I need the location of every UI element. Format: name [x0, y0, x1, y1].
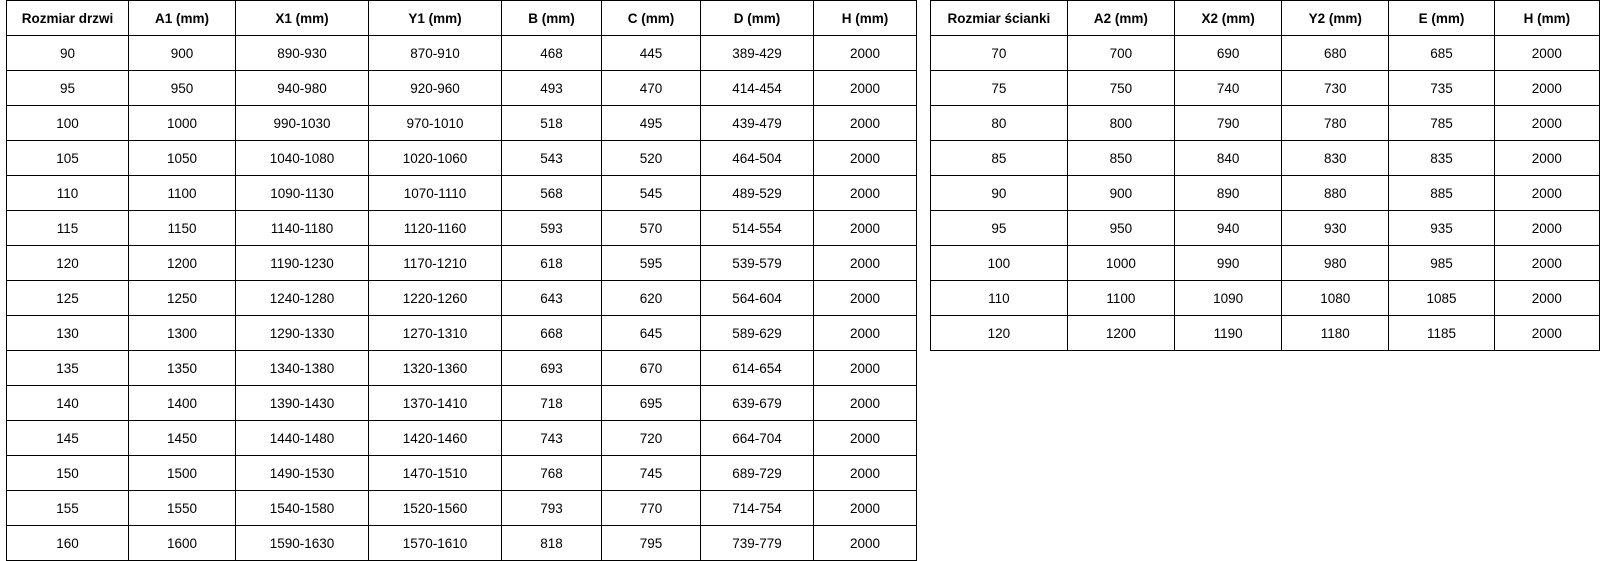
- table-row: [7, 456, 917, 491]
- cell: 2000: [1494, 211, 1599, 246]
- cell: 1420-1460: [369, 421, 502, 456]
- cell: 115: [7, 211, 129, 246]
- cell: 120: [931, 316, 1068, 351]
- cell: 693: [502, 351, 602, 386]
- cell: 970-1010: [369, 106, 502, 141]
- cell: 468: [502, 36, 602, 71]
- cell: 720: [602, 421, 701, 456]
- cell: 745: [602, 456, 701, 491]
- cell: 900: [1067, 176, 1174, 211]
- cell: 389-429: [701, 36, 814, 71]
- doors-table-header: [7, 1, 917, 36]
- cell: 2000: [814, 316, 917, 351]
- cell: 470: [602, 71, 701, 106]
- table-row: [931, 71, 1600, 106]
- cell: 793: [502, 491, 602, 526]
- column-header-rozmiar-scianki: Rozmiar ścianki: [931, 1, 1068, 36]
- table-header-row: [931, 1, 1600, 36]
- cell: 2000: [814, 526, 917, 561]
- cell: 570: [602, 211, 701, 246]
- cell: 539-579: [701, 246, 814, 281]
- walls-dimensions-table-container: [930, 0, 1600, 351]
- cell: 1550: [129, 491, 236, 526]
- cell: 770: [602, 491, 701, 526]
- table-row: [7, 316, 917, 351]
- cell: 520: [602, 141, 701, 176]
- cell: 135: [7, 351, 129, 386]
- table-row: [7, 106, 917, 141]
- cell: 150: [7, 456, 129, 491]
- cell: 489-529: [701, 176, 814, 211]
- column-header-a1: A1 (mm): [129, 1, 236, 36]
- column-header-y2: Y2 (mm): [1282, 1, 1389, 36]
- column-header-h: H (mm): [1494, 1, 1599, 36]
- cell: 2000: [1494, 176, 1599, 211]
- cell: 668: [502, 316, 602, 351]
- cell: 1090: [1175, 281, 1282, 316]
- cell: 900: [129, 36, 236, 71]
- cell: 1200: [129, 246, 236, 281]
- cell: 2000: [814, 246, 917, 281]
- cell: 1220-1260: [369, 281, 502, 316]
- cell: 518: [502, 106, 602, 141]
- table-row: [7, 386, 917, 421]
- cell: 1040-1080: [236, 141, 369, 176]
- cell: 614-654: [701, 351, 814, 386]
- cell: 670: [602, 351, 701, 386]
- table-row: [931, 141, 1600, 176]
- cell: 639-679: [701, 386, 814, 421]
- cell: 930: [1282, 211, 1389, 246]
- table-row: [7, 246, 917, 281]
- table-row: [7, 526, 917, 561]
- cell: 80: [931, 106, 1068, 141]
- cell: 1000: [1067, 246, 1174, 281]
- cell: 110: [931, 281, 1068, 316]
- cell: 130: [7, 316, 129, 351]
- cell: 1185: [1389, 316, 1494, 351]
- cell: 750: [1067, 71, 1174, 106]
- cell: 595: [602, 246, 701, 281]
- cell: 618: [502, 246, 602, 281]
- cell: 1190: [1175, 316, 1282, 351]
- cell: 1085: [1389, 281, 1494, 316]
- cell: 739-779: [701, 526, 814, 561]
- cell: 1050: [129, 141, 236, 176]
- cell: 990: [1175, 246, 1282, 281]
- cell: 800: [1067, 106, 1174, 141]
- cell: 2000: [1494, 71, 1599, 106]
- cell: 743: [502, 421, 602, 456]
- cell: 690: [1175, 36, 1282, 71]
- table-row: [931, 106, 1600, 141]
- cell: 1320-1360: [369, 351, 502, 386]
- cell: 90: [931, 176, 1068, 211]
- column-header-x1: X1 (mm): [236, 1, 369, 36]
- cell: 2000: [814, 211, 917, 246]
- cell: 2000: [814, 141, 917, 176]
- cell: 735: [1389, 71, 1494, 106]
- cell: 950: [129, 71, 236, 106]
- cell: 1020-1060: [369, 141, 502, 176]
- cell: 1250: [129, 281, 236, 316]
- cell: 818: [502, 526, 602, 561]
- table-row: [7, 491, 917, 526]
- table-row: [931, 281, 1600, 316]
- cell: 1150: [129, 211, 236, 246]
- cell: 1520-1560: [369, 491, 502, 526]
- cell: 885: [1389, 176, 1494, 211]
- cell: 730: [1282, 71, 1389, 106]
- cell: 120: [7, 246, 129, 281]
- cell: 145: [7, 421, 129, 456]
- cell: 643: [502, 281, 602, 316]
- cell: 1140-1180: [236, 211, 369, 246]
- cell: 543: [502, 141, 602, 176]
- cell: 70: [931, 36, 1068, 71]
- cell: 100: [7, 106, 129, 141]
- cell: 1440-1480: [236, 421, 369, 456]
- cell: 545: [602, 176, 701, 211]
- cell: 495: [602, 106, 701, 141]
- cell: 95: [931, 211, 1068, 246]
- cell: 1400: [129, 386, 236, 421]
- walls-dimensions-table: [930, 0, 1600, 351]
- cell: 2000: [814, 456, 917, 491]
- cell: 840: [1175, 141, 1282, 176]
- cell: 100: [931, 246, 1068, 281]
- cell: 160: [7, 526, 129, 561]
- column-header-d: D (mm): [701, 1, 814, 36]
- cell: 2000: [1494, 141, 1599, 176]
- cell: 985: [1389, 246, 1494, 281]
- cell: 1180: [1282, 316, 1389, 351]
- cell: 1240-1280: [236, 281, 369, 316]
- cell: 695: [602, 386, 701, 421]
- cell: 950: [1067, 211, 1174, 246]
- cell: 1290-1330: [236, 316, 369, 351]
- cell: 689-729: [701, 456, 814, 491]
- column-header-b: B (mm): [502, 1, 602, 36]
- table-row: [7, 421, 917, 456]
- column-header-a2: A2 (mm): [1067, 1, 1174, 36]
- table-row: [931, 176, 1600, 211]
- cell: 75: [931, 71, 1068, 106]
- cell: 1300: [129, 316, 236, 351]
- cell: 1170-1210: [369, 246, 502, 281]
- cell: 1350: [129, 351, 236, 386]
- cell: 1570-1610: [369, 526, 502, 561]
- table-header-row: [7, 1, 917, 36]
- cell: 740: [1175, 71, 1282, 106]
- cell: 568: [502, 176, 602, 211]
- cell: 493: [502, 71, 602, 106]
- doors-dimensions-table-container: [6, 0, 917, 561]
- column-header-x2: X2 (mm): [1175, 1, 1282, 36]
- column-header-rozmiar-drzwi: Rozmiar drzwi: [7, 1, 129, 36]
- cell: 2000: [814, 491, 917, 526]
- table-row: [7, 281, 917, 316]
- cell: 514-554: [701, 211, 814, 246]
- column-header-c: C (mm): [602, 1, 701, 36]
- cell: 564-604: [701, 281, 814, 316]
- cell: 620: [602, 281, 701, 316]
- cell: 664-704: [701, 421, 814, 456]
- cell: 1390-1430: [236, 386, 369, 421]
- cell: 155: [7, 491, 129, 526]
- cell: 125: [7, 281, 129, 316]
- cell: 140: [7, 386, 129, 421]
- cell: 940-980: [236, 71, 369, 106]
- cell: 1000: [129, 106, 236, 141]
- cell: 1270-1310: [369, 316, 502, 351]
- cell: 110: [7, 176, 129, 211]
- cell: 940: [1175, 211, 1282, 246]
- cell: 593: [502, 211, 602, 246]
- table-row: [931, 246, 1600, 281]
- walls-table-body: [931, 36, 1600, 351]
- column-header-h: H (mm): [814, 1, 917, 36]
- cell: 1450: [129, 421, 236, 456]
- cell: 680: [1282, 36, 1389, 71]
- cell: 714-754: [701, 491, 814, 526]
- table-row: [7, 36, 917, 71]
- cell: 1500: [129, 456, 236, 491]
- cell: 830: [1282, 141, 1389, 176]
- cell: 790: [1175, 106, 1282, 141]
- cell: 85: [931, 141, 1068, 176]
- cell: 464-504: [701, 141, 814, 176]
- cell: 2000: [814, 71, 917, 106]
- table-row: [931, 211, 1600, 246]
- cell: 1540-1580: [236, 491, 369, 526]
- cell: 890: [1175, 176, 1282, 211]
- cell: 1100: [129, 176, 236, 211]
- cell: 880: [1282, 176, 1389, 211]
- table-row: [931, 316, 1600, 351]
- cell: 414-454: [701, 71, 814, 106]
- cell: 1080: [1282, 281, 1389, 316]
- cell: 980: [1282, 246, 1389, 281]
- cell: 935: [1389, 211, 1494, 246]
- cell: 768: [502, 456, 602, 491]
- cell: 445: [602, 36, 701, 71]
- cell: 2000: [814, 351, 917, 386]
- cell: 2000: [1494, 316, 1599, 351]
- table-row: [7, 176, 917, 211]
- cell: 439-479: [701, 106, 814, 141]
- cell: 1200: [1067, 316, 1174, 351]
- cell: 2000: [814, 386, 917, 421]
- cell: 785: [1389, 106, 1494, 141]
- cell: 1600: [129, 526, 236, 561]
- cell: 850: [1067, 141, 1174, 176]
- cell: 718: [502, 386, 602, 421]
- cell: 1120-1160: [369, 211, 502, 246]
- cell: 835: [1389, 141, 1494, 176]
- cell: 870-910: [369, 36, 502, 71]
- table-row: [931, 36, 1600, 71]
- walls-table-header: [931, 1, 1600, 36]
- cell: 1470-1510: [369, 456, 502, 491]
- table-row: [7, 351, 917, 386]
- cell: 920-960: [369, 71, 502, 106]
- cell: 2000: [814, 36, 917, 71]
- cell: 2000: [814, 176, 917, 211]
- cell: 780: [1282, 106, 1389, 141]
- cell: 1490-1530: [236, 456, 369, 491]
- cell: 990-1030: [236, 106, 369, 141]
- doors-dimensions-table: [6, 0, 917, 561]
- cell: 589-629: [701, 316, 814, 351]
- column-header-y1: Y1 (mm): [369, 1, 502, 36]
- cell: 2000: [1494, 281, 1599, 316]
- cell: 2000: [1494, 246, 1599, 281]
- cell: 2000: [814, 421, 917, 456]
- table-row: [7, 141, 917, 176]
- cell: 1190-1230: [236, 246, 369, 281]
- cell: 1070-1110: [369, 176, 502, 211]
- cell: 2000: [814, 281, 917, 316]
- cell: 890-930: [236, 36, 369, 71]
- cell: 1370-1410: [369, 386, 502, 421]
- cell: 95: [7, 71, 129, 106]
- cell: 1590-1630: [236, 526, 369, 561]
- cell: 2000: [1494, 36, 1599, 71]
- cell: 645: [602, 316, 701, 351]
- cell: 685: [1389, 36, 1494, 71]
- table-row: [7, 211, 917, 246]
- cell: 90: [7, 36, 129, 71]
- column-header-e: E (mm): [1389, 1, 1494, 36]
- cell: 1340-1380: [236, 351, 369, 386]
- cell: 2000: [814, 106, 917, 141]
- cell: 795: [602, 526, 701, 561]
- table-row: [7, 71, 917, 106]
- doors-table-body: [7, 36, 917, 561]
- cell: 105: [7, 141, 129, 176]
- cell: 2000: [1494, 106, 1599, 141]
- cell: 1100: [1067, 281, 1174, 316]
- cell: 700: [1067, 36, 1174, 71]
- cell: 1090-1130: [236, 176, 369, 211]
